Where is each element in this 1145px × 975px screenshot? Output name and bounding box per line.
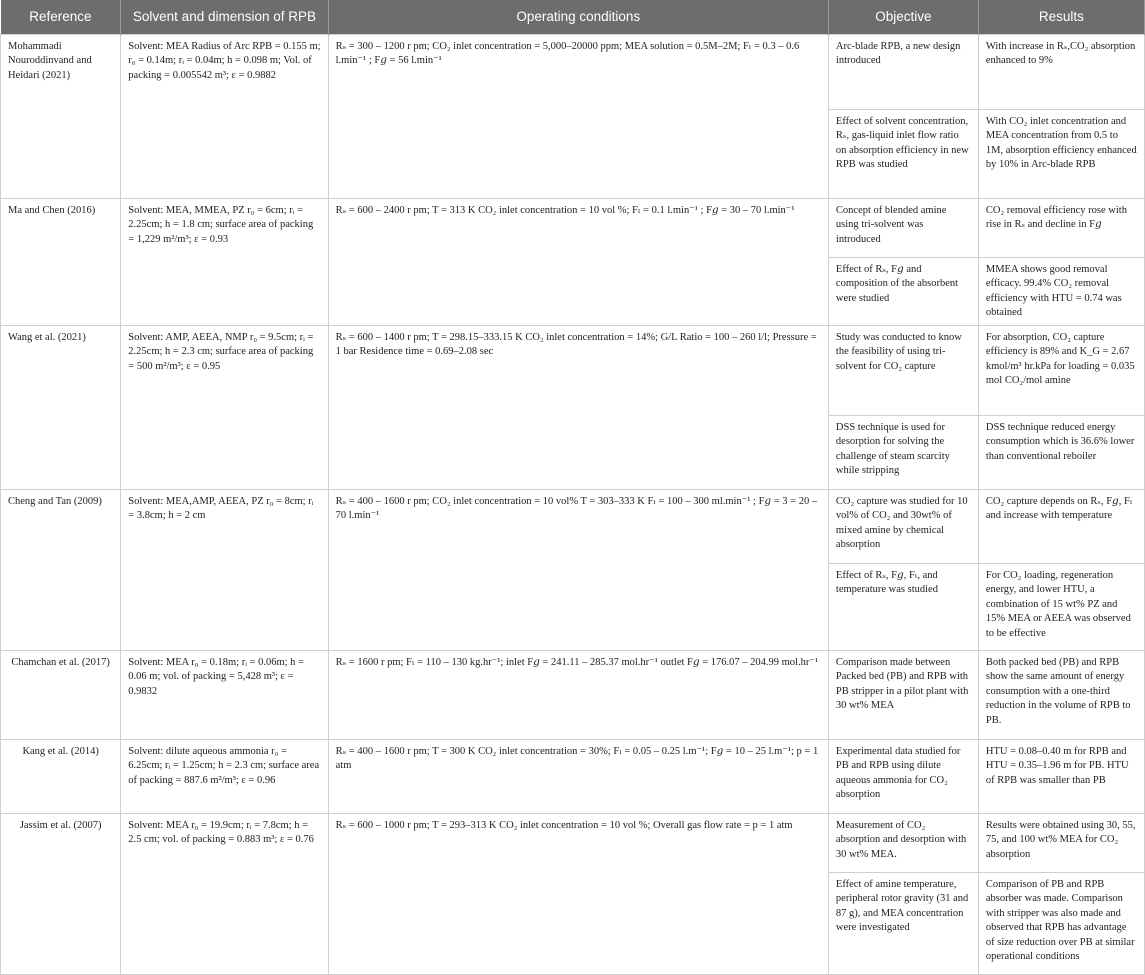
objective-cell: Effect of amine temperature, peripheral rotor gravity (31 and 87 g), and MEA concentration were investigated: [828, 872, 978, 974]
conditions-cell: Rₛ = 600 – 2400 r pm; T = 313 K CO₂ inlet concentration = 10 vol %; Fₗ = 0.1 l.min⁻¹ ; F𝑔 = 30 – 70 l.min⁻¹: [328, 199, 828, 326]
solvent-cell: Solvent: MEA r₀ = 0.18m; rᵢ = 0.06m; h = 0.06 m; vol. of packing = 5,428 m³; ε = 0.9832: [121, 650, 328, 739]
reference-cell: Mohammadi Nouroddinvand and Heidari (2021): [1, 35, 121, 199]
solvent-cell: Solvent: MEA, MMEA, PZ r₀ = 6cm; rᵢ = 2.25cm; h = 1.8 cm; surface area of packing = 1,229 m²/m³; ε = 0.93: [121, 199, 328, 326]
result-cell: With CO₂ inlet concentration and MEA concentration from 0.5 to 1M, absorption efficiency enhanced by 10% in Arc-blade RPB: [978, 110, 1144, 199]
result-cell: With increase in Rₛ,CO₂ absorption enhanced to 9%: [978, 35, 1144, 110]
objective-cell: Effect of solvent concentration, Rₛ, gas-liquid inlet flow ratio on absorption efficiency in new RPB was studied: [828, 110, 978, 199]
header-results: Results: [978, 0, 1144, 35]
objective-cell: Experimental data studied for PB and RPB using dilute aqueous ammonia for CO₂ absorption: [828, 739, 978, 813]
result-cell: CO₂ capture depends on Rₛ, F𝑔, Fₗ and increase with temperature: [978, 489, 1144, 563]
table-row: [1, 813, 1145, 872]
reference-cell: Kang et al. (2014): [1, 739, 121, 813]
table-row: [1, 650, 1145, 739]
header-operating-conditions: Operating conditions: [328, 0, 828, 35]
table-row: [1, 199, 1145, 258]
conditions-cell: Rₛ = 300 – 1200 r pm; CO₂ inlet concentration = 5,000–20000 ppm; MEA solution = 0.5M–2M; Fₗ = 0.3 – 0.6 l.min⁻¹ ; F𝑔 = 56 l.min⁻¹: [328, 35, 828, 199]
result-cell: CO₂ removal efficiency rose with rise in Rₛ and decline in F𝑔: [978, 199, 1144, 258]
result-cell: MMEA shows good removal efficacy. 99.4% CO₂ removal efficiency with HTU = 0.74 was obtained: [978, 258, 1144, 326]
result-cell: HTU = 0.08–0.40 m for RPB and HTU = 0.35–1.96 m for PB. HTU of RPB was smaller than PB: [978, 739, 1144, 813]
header-row: [1, 0, 1145, 35]
result-cell: DSS technique reduced energy consumption which is 36.6% lower than conventional reboiler: [978, 415, 1144, 489]
reference-cell: Jassim et al. (2007): [1, 813, 121, 974]
table-row: [1, 739, 1145, 813]
reference-cell: Chamchan et al. (2017): [1, 650, 121, 739]
objective-cell: Measurement of CO₂ absorption and desorption with 30 wt% MEA.: [828, 813, 978, 872]
conditions-cell: Rₛ = 600 – 1000 r pm; T = 293–313 K CO₂ inlet concentration = 10 vol %; Overall gas flow rate = p = 1 atm: [328, 813, 828, 974]
reference-cell: Wang et al. (2021): [1, 325, 121, 489]
result-cell: For absorption, CO₂ capture efficiency is 89% and K_G = 2.67 kmol/m³ hr.kPa for loading = 0.035 mol CO₂/mol amine: [978, 325, 1144, 415]
conditions-cell: Rₛ = 400 – 1600 r pm; CO₂ inlet concentration = 10 vol% T = 303–333 K Fₗ = 100 – 300 ml.min⁻¹ ; F𝑔 = 3 = 20 – 70 l.min⁻¹: [328, 489, 828, 650]
solvent-cell: Solvent: AMP, AEEA, NMP r₀ = 9.5cm; rᵢ = 2.25cm; h = 2.3 cm; surface area of packing = 500 m²/m³; ε = 0.95: [121, 325, 328, 489]
objective-cell: Concept of blended amine using tri-solvent was introduced: [828, 199, 978, 258]
header-objective: Objective: [828, 0, 978, 35]
conditions-cell: Rₛ = 400 – 1600 r pm; T = 300 K CO₂ inlet concentration = 30%; Fₗ = 0.05 – 0.25 l.m⁻¹; F𝑔 = 10 – 25 l.m⁻¹; p = 1 atm: [328, 739, 828, 813]
header-reference: Reference: [1, 0, 121, 35]
table-row: [1, 325, 1145, 415]
solvent-cell: Solvent: MEA,AMP, AEEA, PZ r₀ = 8cm; rᵢ = 3.8cm; h = 2 cm: [121, 489, 328, 650]
objective-cell: Effect of Rₛ, F𝑔 and composition of the absorbent were studied: [828, 258, 978, 326]
objective-cell: Arc-blade RPB, a new design introduced: [828, 35, 978, 110]
reference-cell: Cheng and Tan (2009): [1, 489, 121, 650]
conditions-cell: Rₛ = 600 – 1400 r pm; T = 298.15–333.15 K CO₂ inlet concentration = 14%; G/L Ratio = 100 – 260 l/l; Pressure = 1 bar Residence time = 0.69–2.08 sec: [328, 325, 828, 489]
objective-cell: CO₂ capture was studied for 10 vol% of CO₂ and 30wt% of mixed amine by chemical absorption: [828, 489, 978, 563]
reference-cell: Ma and Chen (2016): [1, 199, 121, 326]
header-solvent: Solvent and dimension of RPB: [121, 0, 328, 35]
result-cell: Comparison of PB and RPB absorber was made. Comparison with stripper was also made and observed that RPB has advantage of size reduction over PB at similar operational conditions: [978, 872, 1144, 974]
objective-cell: DSS technique is used for desorption for solving the challenge of steam scarcity while stripping: [828, 415, 978, 489]
solvent-cell: Solvent: MEA r₀ = 19.9cm; rᵢ = 7.8cm; h = 2.5 cm; vol. of packing = 0.883 m³; ε = 0.76: [121, 813, 328, 974]
result-cell: Both packed bed (PB) and RPB show the same amount of energy consumption with a one-third reduction in the volume of RPB to PB.: [978, 650, 1144, 739]
result-cell: For CO₂ loading, regeneration energy, and lower HTU, a combination of 15 wt% PZ and 15% MEA or AEEA was observed to be effective: [978, 563, 1144, 650]
objective-cell: Comparison made between Packed bed (PB) and RPB with PB stripper in a pilot plant with 30 wt% MEA: [828, 650, 978, 739]
objective-cell: Effect of Rₛ, F𝑔, Fₗ, and temperature was studied: [828, 563, 978, 650]
solvent-cell: Solvent: dilute aqueous ammonia r₀ = 6.25cm; rᵢ = 1.25cm; h = 2.3 cm; surface area of packing = 887.6 m²/m³; ε = 0.96: [121, 739, 328, 813]
table-row: [1, 35, 1145, 110]
objective-cell: Study was conducted to know the feasibility of using tri-solvent for CO₂ capture: [828, 325, 978, 415]
table-row: [1, 489, 1145, 563]
result-cell: Results were obtained using 30, 55, 75, and 100 wt% MEA for CO₂ absorption: [978, 813, 1144, 872]
solvent-cell: Solvent: MEA Radius of Arc RPB = 0.155 m; r₀ = 0.14m; rᵢ = 0.04m; h = 0.098 m; Vol. of packing = 0.005542 m³; ε = 0.9882: [121, 35, 328, 199]
conditions-cell: Rₛ = 1600 r pm; Fₗ = 110 – 130 kg.hr⁻¹; inlet F𝑔 = 241.11 – 285.37 mol.hr⁻¹ outlet F𝑔 = 176.07 – 204.99 mol.hr⁻¹: [328, 650, 828, 739]
